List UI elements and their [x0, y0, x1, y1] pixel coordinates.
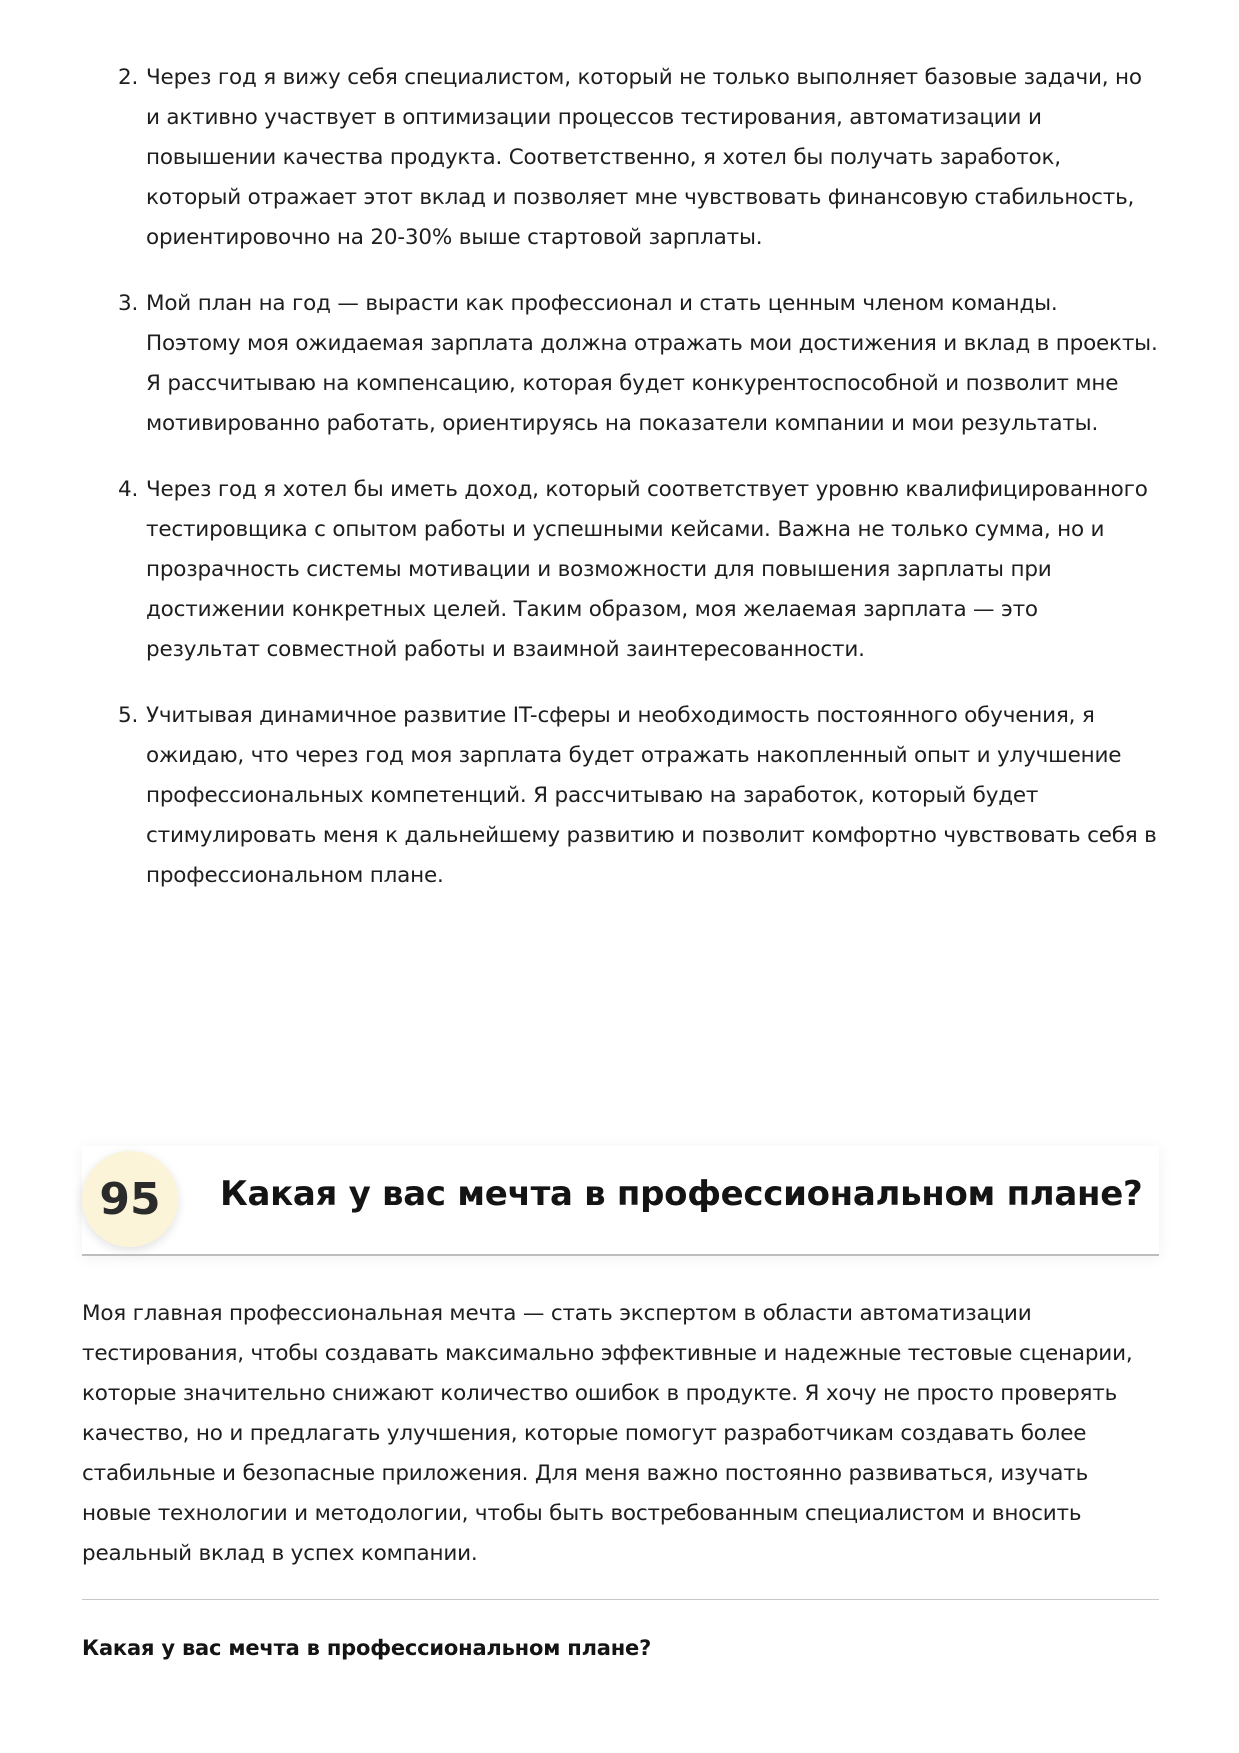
answer-text: Через год я хотел бы иметь доход, который соответствует уровню квалифицированного тестировщика с опытом работы и успешными кейсами. Важна не только сумма, но и прозрачность системы мотивации и возможности для повышения зарплаты при достижении конкретных целей. Таким образом, моя желаемая зарплата — это результат совместной работы и взаимной заинтересованности.: [146, 477, 1148, 662]
answer-text: Мой план на год — вырасти как профессионал и стать ценным членом команды. Поэтому моя ожидаемая зарплата должна отражать мои достижения и вклад в проекты. Я рассчитываю на компенсацию, которая будет конкурентоспособной и позволит мне мотивированно работать, ориентируясь на показатели компании и мои результаты.: [146, 291, 1158, 436]
answer-number: 4.: [118, 477, 139, 502]
section-divider: [82, 1254, 1159, 1256]
answer-number: 3.: [118, 291, 139, 316]
section-divider-bottom: [82, 1599, 1159, 1600]
section-answer-text: Моя главная профессиональная мечта — стать экспертом в области автоматизации тестирования, чтобы создавать максимально эффективные и надежные тестовые сценарии, которые значительно снижают количество ошибок в продукте. Я хочу не просто проверять качество, но и предлагать улучшения, которые помогут разработчикам создавать более стабильные и безопасные приложения. Для меня важно постоянно развиваться, изучать новые технологии и методологии, чтобы быть востребованным специалистом и вносить реальный вклад в успех компании.: [82, 1301, 1133, 1566]
section-footer-question: Какая у вас мечта в профессиональном плане?: [82, 1636, 652, 1660]
answer-number: 5.: [118, 703, 139, 728]
answer-item-5: [118, 696, 1158, 896]
answer-item-3: [118, 284, 1158, 444]
section-title: Какая у вас мечта в профессиональном плане?: [220, 1174, 1143, 1214]
answer-item-2: [118, 58, 1158, 258]
answer-item-4: [118, 470, 1158, 670]
answer-list: [118, 58, 1158, 922]
question-number-badge: 95: [82, 1151, 178, 1247]
answer-number: 2.: [118, 65, 139, 90]
section-header: [82, 1146, 1159, 1256]
answer-text: Через год я вижу себя специалистом, который не только выполняет базовые задачи, но и активно участвует в оптимизации процессов тестирования, автоматизации и повышении качества продукта. Соответственно, я хотел бы получать заработок, который отражает этот вклад и позволяет мне чувствовать финансовую стабильность, ориентировочно на 20-30% выше стартовой зарплаты.: [146, 65, 1142, 250]
answer-text: Учитывая динамичное развитие IT-сферы и необходимость постоянного обучения, я ожидаю, что через год моя зарплата будет отражать накопленный опыт и улучшение профессиональных компетенций. Я рассчитываю на заработок, который будет стимулировать меня к дальнейшему развитию и позволит комфортно чувствовать себя в профессиональном плане.: [146, 703, 1157, 888]
